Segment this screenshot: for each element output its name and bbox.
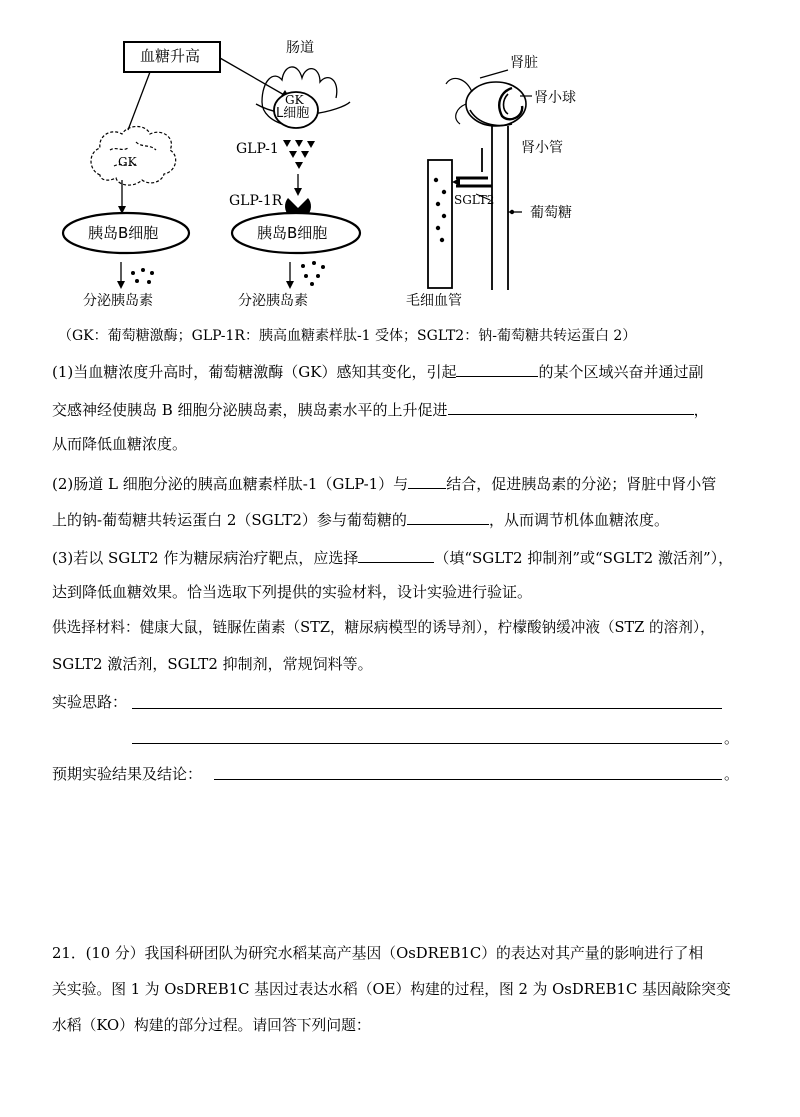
q3-blank-1[interactable] [358, 546, 434, 563]
result-answer-line[interactable] [214, 779, 722, 780]
secrete-right-label: 分泌胰岛素 [238, 293, 308, 309]
capillary-glucose-dots [434, 178, 446, 242]
glomerulus-icon [446, 70, 532, 126]
islet-left-label: 胰岛B细胞 [88, 224, 159, 242]
glp1-triangles [283, 140, 315, 169]
q1-line-1: (1)当血糖浓度升高时，葡萄糖激酶（GK）感知其变化，引起 的某个区域兴奋并通过副 [52, 360, 703, 382]
intestine-label: 肠道 [286, 40, 314, 56]
q21-line-2: 关实验。图 1 为 OsDREB1C 基因过表达水稻（OE）构建的过程，图 2 为 OsDREB1C 基因敲除突变 [52, 981, 731, 998]
idea-period: 。 [724, 729, 740, 747]
capillary-label: 毛细血管 [406, 293, 462, 309]
glucose-label: 葡萄糖 [530, 205, 572, 221]
glp1r-label: GLP-1R [229, 193, 283, 209]
insulin-dots-right [301, 261, 325, 286]
q1-blank-2[interactable] [448, 398, 694, 415]
capillary-tube [428, 160, 452, 288]
figure-diagram [0, 0, 800, 320]
q2-line-1: (2)肠道 L 细胞分泌的胰高血糖素样肽-1（GLP-1）与 结合，促进胰岛素的分泌；肾脏中肾小管 [52, 472, 716, 494]
idea-answer-line-2[interactable] [132, 743, 722, 744]
result-label: 预期实验结果及结论： [52, 765, 203, 783]
q1-line-3: 从而降低血糖浓度。 [52, 435, 188, 453]
sglt2-transporters [456, 178, 492, 186]
materials-line-2: SGLT2 激活剂，SGLT2 抑制剂，常规饲料等。 [52, 655, 373, 673]
islet-right-label: 胰岛B细胞 [257, 224, 328, 242]
q1-blank-1[interactable] [456, 360, 538, 377]
q1-line-2: 交感神经使胰岛 B 细胞分泌胰岛素，胰岛素水平的上升促进 ， [52, 398, 709, 420]
q3-line-1: (3)若以 SGLT2 作为糖尿病治疗靶点，应选择 （填“SGLT2 抑制剂”或“SGLT2 激活剂”）， [52, 546, 733, 568]
result-period: 。 [724, 765, 740, 783]
glp1-label: GLP-1 [236, 141, 279, 157]
q21-line-1: 21．(10 分）我国科研团队为研究水稻某高产基因（OsDREB1C）的表达对其产量的影响进行了相 [52, 945, 704, 962]
idea-answer-line-1[interactable] [132, 708, 722, 709]
insulin-dots-left [131, 268, 154, 284]
idea-label: 实验思路： [52, 693, 128, 711]
tubule-label: 肾小管 [521, 140, 563, 156]
box-label: 血糖升高 [140, 47, 201, 65]
renal-tubule [482, 126, 508, 290]
figure-legend: （GK：葡萄糖激酶；GLP-1R：胰高血糖素样肽-1 受体；SGLT2：钠-葡萄糖共转运蛋白 2） [58, 328, 637, 344]
l-cell-gk-label: GK [285, 93, 304, 107]
secrete-left-label: 分泌胰岛素 [83, 293, 153, 309]
sglt2-label: SGLT2 [454, 193, 495, 207]
l-cell-label: L细胞 [276, 106, 310, 121]
materials-line-1: 供选择材料：健康大鼠，链脲佐菌素（STZ，糖尿病模型的诱导剂），柠檬酸钠缓冲液（STZ 的溶剂）， [52, 619, 715, 636]
q2-blank-2[interactable] [407, 508, 489, 525]
q21-line-3: 水稻（KO）构建的部分过程。请回答下列问题： [52, 1017, 371, 1034]
kidney-label: 肾脏 [510, 55, 538, 71]
q2-blank-1[interactable] [408, 472, 446, 489]
brain-gk-label: GK [118, 155, 137, 169]
q2-line-2: 上的钠-葡萄糖共转运蛋白 2（SGLT2）参与葡萄糖的 ，从而调节机体血糖浓度。 [52, 508, 669, 530]
glomerulus-label: 肾小球 [534, 90, 576, 106]
q3-line-2: 达到降低血糖效果。恰当选取下列提供的实验材料，设计实验进行验证。 [52, 583, 533, 601]
